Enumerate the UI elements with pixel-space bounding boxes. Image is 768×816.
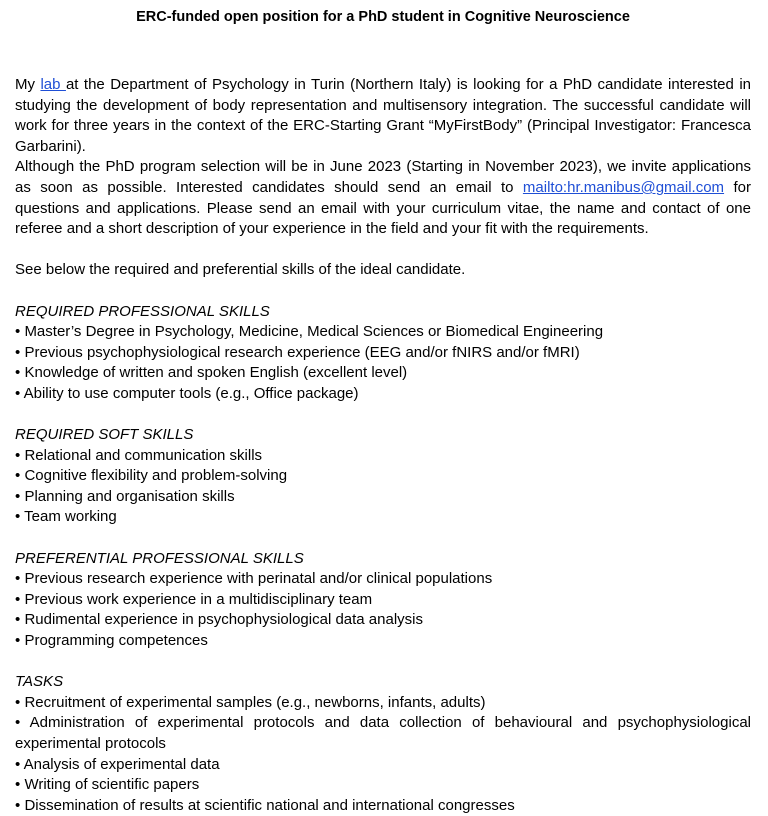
list-item: [15, 775, 751, 796]
spacer: [15, 405, 751, 426]
list-item-text: Previous work experience in a multidisciplinary team: [24, 590, 373, 608]
lab-link[interactable]: lab: [40, 76, 66, 93]
bullet-icon: •: [15, 570, 21, 588]
list-item: [15, 590, 751, 611]
see-below-text: See below the required and preferential skills of the ideal candidate.: [15, 261, 466, 279]
list-item: [15, 487, 751, 508]
bullet-icon: •: [15, 611, 21, 629]
list-item-text: Cognitive flexibility and problem-solving: [24, 467, 288, 485]
section-tasks: [15, 672, 751, 816]
list-item: [15, 343, 751, 364]
list-item-text: Team working: [24, 508, 117, 526]
list-item-text: Previous psychophysiological research experience (EEG and/or fNIRS and/or fMRI): [24, 343, 580, 361]
skills-list: [15, 446, 751, 528]
list-item-text: Planning and organisation skills: [24, 487, 235, 505]
bullet-icon: •: [15, 343, 21, 361]
list-item: [15, 363, 751, 384]
intro-p1-text-start: My: [15, 76, 41, 93]
intro-paragraph-2: [15, 157, 751, 239]
email-link[interactable]: mailto:hr.manibus@gmail.com: [522, 178, 725, 196]
list-item-text: Recruitment of experimental samples (e.g., newborns, infants, adults): [24, 693, 486, 711]
spacer: [15, 652, 751, 673]
list-item: [15, 755, 751, 776]
list-item-text: Writing of scientific papers: [24, 776, 200, 794]
list-item: [15, 631, 751, 652]
list-item-text: Previous research experience with perinatal and/or clinical populations: [24, 570, 493, 588]
bullet-icon: •: [15, 446, 21, 464]
bullet-icon: •: [15, 364, 21, 382]
list-item: [15, 446, 751, 467]
list-item: [15, 610, 751, 631]
list-item: [15, 466, 751, 487]
list-item-text: Rudimental experience in psychophysiological data analysis: [24, 611, 423, 629]
spacer: [15, 240, 751, 261]
bullet-icon: •: [15, 632, 21, 650]
list-item-text: Ability to use computer tools (e.g., Office package): [23, 384, 359, 402]
list-item: [15, 507, 751, 528]
list-item: [15, 384, 751, 405]
spacer: [15, 528, 751, 549]
intro-p2-text-start: Although the PhD program selection will be in June 2023 (Starting in November 2023), we invite applications as soon as possible. Interested candidates should send an email to: [15, 158, 751, 196]
bullet-icon: •: [15, 755, 21, 773]
list-item-text: Relational and communication skills: [24, 446, 263, 464]
bullet-icon: •: [15, 467, 21, 485]
bullet-icon: •: [15, 590, 21, 608]
section-required-professional-skills: [15, 302, 751, 405]
list-item: [15, 693, 751, 714]
list-item-text: Analysis of experimental data: [23, 755, 220, 773]
tasks-list: [15, 693, 751, 816]
list-item-text: Administration of experimental protocols and data collection of behavioural and psychophysiological experimental protocols: [15, 714, 751, 752]
list-item-text: Knowledge of written and spoken English (excellent level): [24, 364, 408, 382]
list-item-text: Programming competences: [24, 632, 208, 650]
intro-p1-text-end: at the Department of Psychology in Turin (Northern Italy) is looking for a PhD candidate interested in studying the development of body representation and multisensory integration. The successful candidate will work for three years in the context of the ERC-Starting Grant “MyFirstBody” (Principal Investigator: Francesca Garbarini).: [15, 76, 751, 155]
bullet-icon: •: [15, 508, 21, 526]
intro-section: [15, 75, 751, 281]
bullet-icon: •: [15, 323, 21, 341]
bullet-icon: •: [15, 693, 21, 711]
list-item: [15, 322, 751, 343]
list-item-text: Dissemination of results at scientific national and international congresses: [24, 796, 515, 814]
bullet-icon: •: [15, 776, 21, 794]
section-heading: REQUIRED PROFESSIONAL SKILLS: [15, 302, 270, 320]
document-title: ERC-funded open position for a PhD student in Cognitive Neuroscience: [136, 9, 630, 25]
bullet-icon: •: [15, 796, 21, 814]
list-item: [15, 569, 751, 590]
section-preferential-professional-skills: [15, 549, 751, 652]
skills-list: [15, 569, 751, 651]
bullet-icon: •: [15, 384, 21, 402]
spacer: [15, 281, 751, 302]
skills-list: [15, 322, 751, 404]
section-heading: REQUIRED SOFT SKILLS: [15, 426, 194, 444]
section-heading: PREFERENTIAL PROFESSIONAL SKILLS: [15, 549, 304, 567]
section-required-soft-skills: [15, 425, 751, 528]
intro-paragraph-1: [15, 75, 751, 157]
bullet-icon: •: [15, 487, 21, 505]
intro-p2-text-end: for questions and applications. Please send an email with your curriculum vitae, the name and contact of one referee and a short description of your experience in the field and your fit with the requirements.: [15, 178, 751, 238]
section-heading: TASKS: [15, 673, 64, 691]
document-body: [15, 0, 751, 816]
list-item: [15, 796, 751, 816]
list-item-text: Master’s Degree in Psychology, Medicine, Medical Sciences or Biomedical Engineering: [24, 323, 604, 341]
bullet-icon: •: [15, 714, 21, 732]
list-item: [15, 713, 751, 754]
